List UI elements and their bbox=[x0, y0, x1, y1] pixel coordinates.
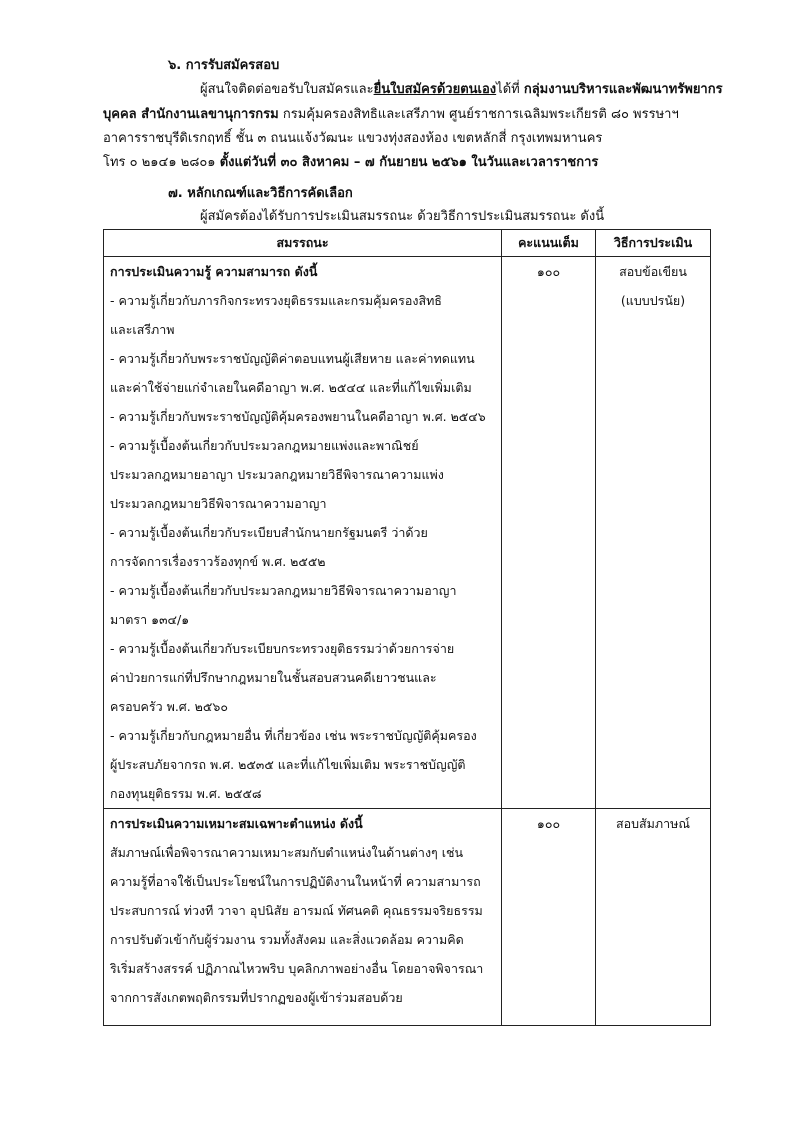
list-item: ประมวลกฎหมายวิธีพิจารณาความอาญา bbox=[110, 496, 327, 511]
method-multiple-choice: (แบบปรนัย) bbox=[620, 293, 686, 308]
section-7-heading: ๗. หลักเกณฑ์และวิธีการคัดเลือก bbox=[168, 186, 353, 201]
list-item: กองทุนยุติธรรม พ.ศ. ๒๕๕๘ bbox=[110, 786, 262, 801]
score-cell: ๑๐๐ bbox=[502, 809, 596, 1026]
list-item: และเสรีภาพ bbox=[110, 322, 175, 337]
competency-cell bbox=[104, 809, 502, 1026]
section-6-line-2 bbox=[103, 106, 679, 124]
table-row bbox=[104, 809, 711, 1026]
method-cell bbox=[596, 257, 711, 809]
list-item: - ความรู้เบื้องต้นเกี่ยวกับประมวลกฎหมายวิธีพิจารณาความอาญา bbox=[110, 583, 457, 598]
score-cell: ๑๐๐ bbox=[502, 257, 596, 809]
section-6-line-4 bbox=[103, 154, 598, 172]
assessment-table bbox=[103, 229, 711, 1026]
section-6-line-1 bbox=[200, 81, 723, 99]
list-item: ประสบการณ์ ท่วงที วาจา อุปนิสัย อารมณ์ ทัศนคติ คุณธรรมจริยธรรม bbox=[110, 903, 483, 918]
list-item: ริเริ่มสร้างสรรค์ ปฏิภาณไหวพริบ บุคลิกภาพอย่างอื่น โดยอาจพิจารณา bbox=[110, 961, 484, 976]
list-item: - ความรู้เกี่ยวกับพระราชบัญญัติค่าตอบแทนผู้เสียหาย และค่าทดแทน bbox=[110, 351, 475, 366]
list-item: ค่าป่วยการแก่ที่ปรึกษากฎหมายในชั้นสอบสวนคดีเยาวชนและ bbox=[110, 670, 437, 685]
text-fragment: ได้ที่ bbox=[496, 82, 524, 97]
list-item: ผู้ประสบภัยจากรถ พ.ศ. ๒๕๓๕ และที่แก้ไขเพิ่มเติม พระราชบัญญัติ bbox=[110, 757, 466, 772]
text-fragment: ผู้สนใจติดต่อขอรับใบสมัครและ bbox=[200, 82, 374, 97]
table-row bbox=[104, 257, 711, 809]
header-competency: สมรรถนะ bbox=[104, 230, 502, 257]
header-method: วิธีการประเมิน bbox=[596, 230, 711, 257]
list-item: ประมวลกฎหมายอาญา ประมวลกฎหมายวิธีพิจารณาความแพ่ง bbox=[110, 467, 444, 482]
row-heading: การประเมินความรู้ ความสามารถ ดังนี้ bbox=[110, 264, 318, 279]
list-item: ความรู้ที่อาจใช้เป็นประโยชน์ในการปฏิบัติงานในหน้าที่ ความสามารถ bbox=[110, 874, 481, 889]
phone-number: โทร ๐ ๒๑๔๑ ๒๘๐๑ bbox=[103, 155, 220, 170]
text-fragment: กรมคุ้มครองสิทธิและเสรีภาพ ศูนย์ราชการเฉลิมพระเกียรติ ๘๐ พรรษาฯ bbox=[278, 107, 679, 122]
table-header-row bbox=[104, 230, 711, 257]
list-item: - ความรู้เกี่ยวกับพระราชบัญญัติคุ้มครองพยานในคดีอาญา พ.ศ. ๒๕๔๖ bbox=[110, 409, 486, 424]
method-cell bbox=[596, 809, 711, 1026]
header-full-score: คะแนนเต็ม bbox=[502, 230, 596, 257]
list-item: การปรับตัวเข้ากับผู้ร่วมงาน รวมทั้งสังคม และสิ่งแวดล้อม ความคิด bbox=[110, 932, 464, 947]
list-item: - ความรู้เกี่ยวกับกฎหมายอื่น ที่เกี่ยวข้อง เช่น พระราชบัญญัติคุ้มครอง bbox=[110, 728, 477, 743]
row-heading: การประเมินความเหมาะสมเฉพาะตำแหน่ง ดังนี้ bbox=[110, 816, 363, 831]
list-item: สัมภาษณ์เพื่อพิจารณาความเหมาะสมกับตำแหน่งในด้านต่างๆ เช่น bbox=[110, 845, 464, 860]
list-item: การจัดการเรื่องราวร้องทุกข์ พ.ศ. ๒๕๕๒ bbox=[110, 554, 326, 569]
section-7-intro: ผู้สมัครต้องได้รับการประเมินสมรรถนะ ด้วยวิธีการประเมินสมรรถนะ ดังนี้ bbox=[200, 209, 605, 224]
emphasis-in-person: ยื่นใบสมัครด้วยตนเอง bbox=[373, 82, 497, 97]
list-item: จากการสังเกตพฤติกรรมที่ปรากฏของผู้เข้าร่วมสอบด้วย bbox=[110, 990, 403, 1005]
list-item: - ความรู้เกี่ยวกับภารกิจกระทรวงยุติธรรมและกรมคุ้มครองสิทธิ bbox=[110, 293, 442, 308]
emphasis-office: บุคคล สำนักงานเลขานุการกรม bbox=[103, 107, 279, 122]
competency-cell bbox=[104, 257, 502, 809]
list-item: - ความรู้เบื้องต้นเกี่ยวกับระเบียบกระทรวงยุติธรรมว่าด้วยการจ่าย bbox=[110, 641, 455, 656]
list-item: และค่าใช้จ่ายแก่จำเลยในคดีอาญา พ.ศ. ๒๕๔๔ และที่แก้ไขเพิ่มเติม bbox=[110, 380, 472, 395]
list-item: - ความรู้เบื้องต้นเกี่ยวกับประมวลกฎหมายแพ่งและพาณิชย์ bbox=[110, 438, 419, 453]
section-6-line-3: อาคารราชบุรีดิเรกฤทธิ์ ชั้น ๓ ถนนแจ้งวัฒนะ แขวงทุ่งสองห้อง เขตหลักสี่ กรุงเทพมหานคร bbox=[103, 131, 603, 146]
emphasis-office: กลุ่มงานบริหารและพัฒนาทรัพยากร bbox=[523, 82, 723, 97]
list-item: ครอบครัว พ.ศ. ๒๕๖๐ bbox=[110, 699, 228, 714]
list-item: - ความรู้เบื้องต้นเกี่ยวกับระเบียบสำนักนายกรัฐมนตรี ว่าด้วย bbox=[110, 525, 428, 540]
method-interview: สอบสัมภาษณ์ bbox=[615, 816, 691, 831]
method-written-exam: สอบข้อเขียน bbox=[619, 264, 687, 279]
list-item: มาตรา ๑๓๔/๑ bbox=[110, 612, 190, 627]
application-period: ตั้งแต่วันที่ ๓๐ สิงหาคม – ๗ กันยายน ๒๕๖๑ ในวันและเวลาราชการ bbox=[219, 155, 599, 170]
section-6-heading: ๖. การรับสมัครสอบ bbox=[168, 58, 280, 73]
